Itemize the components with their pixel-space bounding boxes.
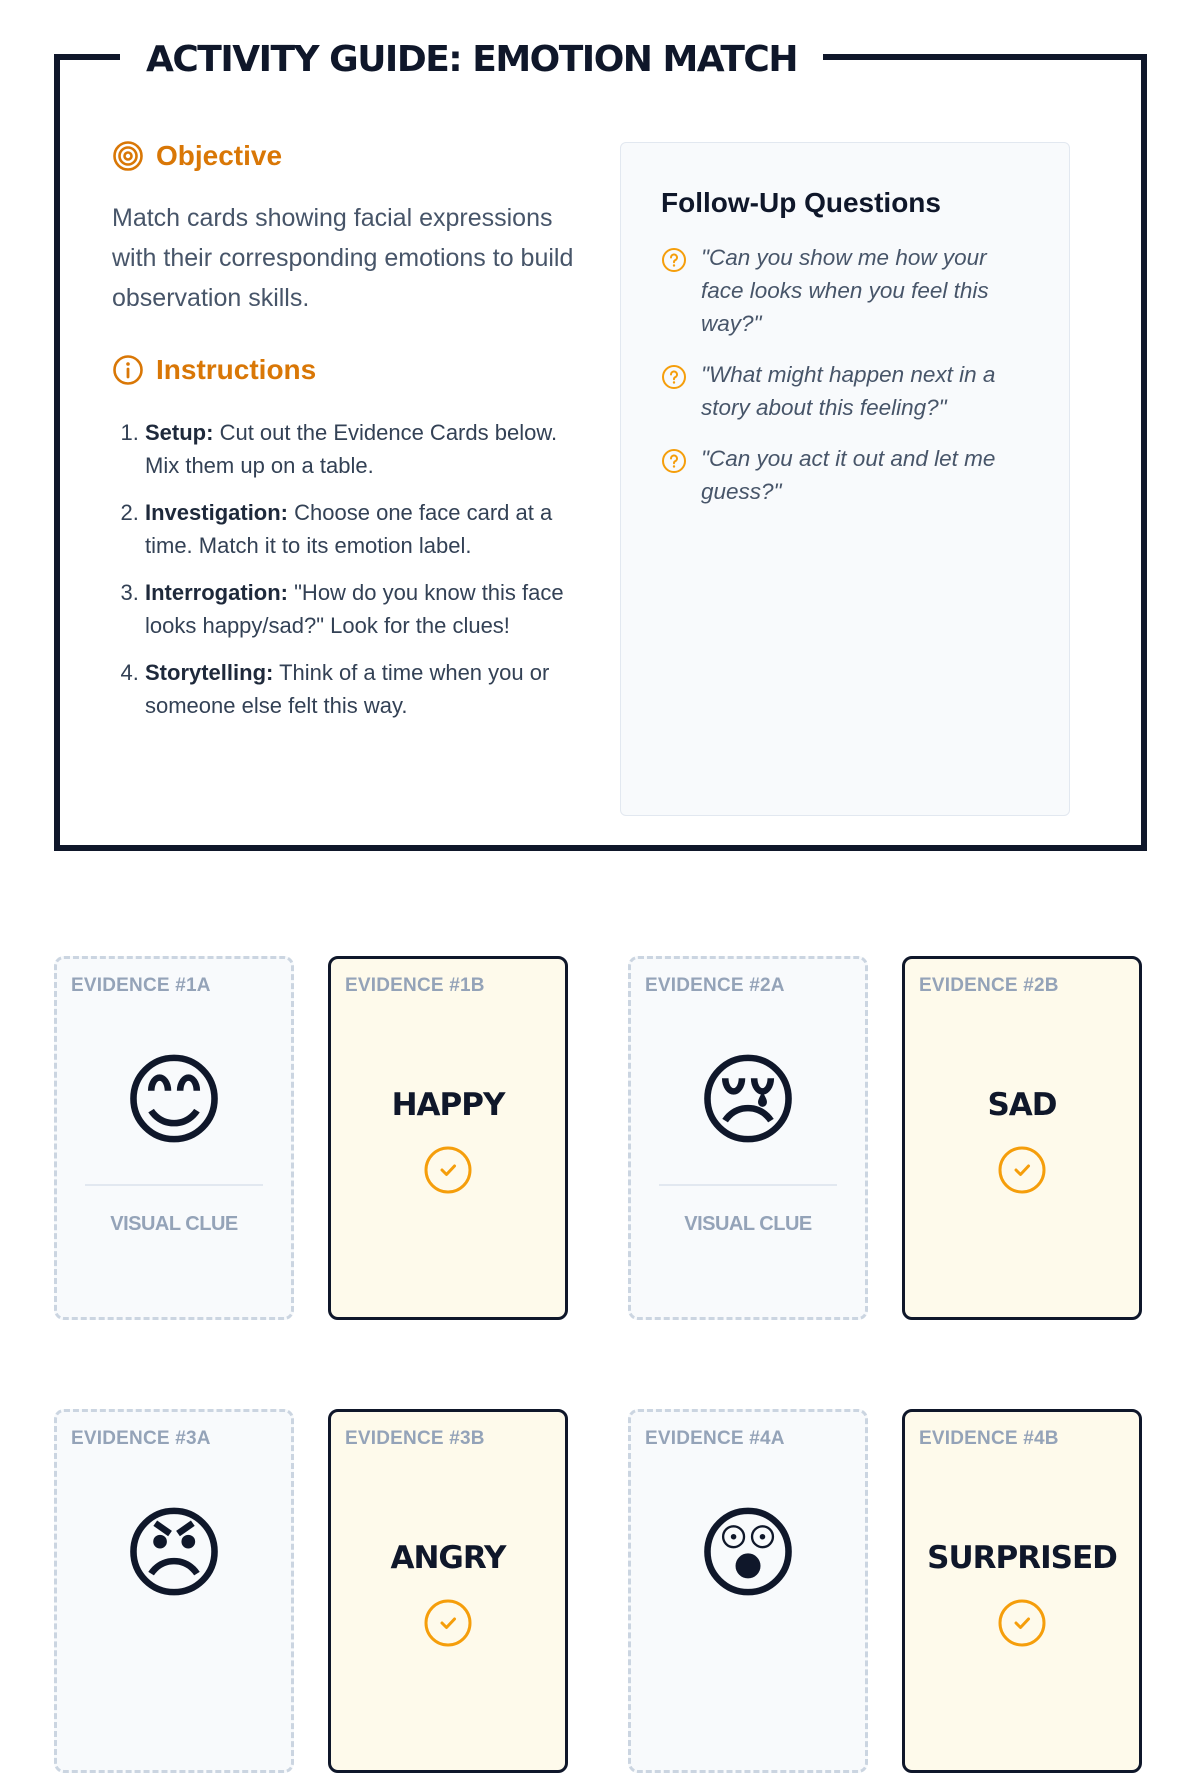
- instruction-step: 4. Storytelling: Think of a time when you or someone else felt this way.: [145, 656, 582, 722]
- card-divider: [85, 1184, 263, 1186]
- emotion-label: ANGRY: [390, 1540, 506, 1576]
- check-circle-icon: [423, 1145, 473, 1195]
- guide-left-column: [112, 140, 582, 736]
- instruction-steps: [112, 416, 582, 722]
- objective-heading-label: Objective: [156, 140, 283, 171]
- evidence-card-face[interactable]: [54, 1409, 294, 1773]
- evidence-card-label[interactable]: [902, 1409, 1142, 1773]
- angry-face-icon: 😠: [121, 1498, 227, 1610]
- evidence-card-label[interactable]: [328, 956, 568, 1320]
- follow-up-title: Follow-Up Questions: [661, 187, 941, 218]
- instruction-step: 2. Investigation: Choose one face card at a time. Match it to its emotion label.: [145, 496, 582, 562]
- info-icon: [112, 354, 144, 386]
- follow-up-question: "Can you act it out and let me guess?": [661, 442, 1033, 508]
- card-tag: EVIDENCE #3B: [345, 1428, 485, 1449]
- check-circle-icon: [997, 1598, 1047, 1648]
- card-tag: EVIDENCE #2B: [919, 975, 1059, 996]
- objective-text: Match cards showing facial expressions with their corresponding emotions to build observation skills.: [112, 204, 574, 312]
- sad-face-icon: 😢: [695, 1045, 801, 1157]
- card-tag: EVIDENCE #3A: [71, 1428, 211, 1449]
- emotion-label: SAD: [987, 1087, 1057, 1123]
- question-icon: [661, 364, 687, 390]
- instructions-heading: [112, 354, 582, 386]
- check-circle-icon: [423, 1598, 473, 1648]
- card-tag: EVIDENCE #2A: [645, 975, 785, 996]
- emotion-label: HAPPY: [391, 1087, 505, 1123]
- card-tag: EVIDENCE #1B: [345, 975, 485, 996]
- follow-up-question: "What might happen next in a story about this feeling?": [661, 358, 1033, 424]
- card-divider: [659, 1184, 837, 1186]
- emotion-label: SURPRISED: [927, 1540, 1117, 1576]
- objective-heading: [112, 140, 582, 172]
- surprised-face-icon: 😲: [695, 1498, 801, 1610]
- question-icon: [661, 448, 687, 474]
- card-clue: VISUAL CLUE: [684, 1213, 812, 1235]
- card-tag: EVIDENCE #1A: [71, 975, 211, 996]
- card-tag: EVIDENCE #4B: [919, 1428, 1059, 1449]
- instructions-heading-label: Instructions: [156, 354, 317, 385]
- question-icon: [661, 247, 687, 273]
- follow-up-panel: [620, 142, 1070, 816]
- happy-face-icon: 😊: [121, 1045, 227, 1157]
- evidence-card-label[interactable]: [328, 1409, 568, 1773]
- activity-guide-box: [54, 39, 1147, 851]
- card-clue: VISUAL CLUE: [110, 1213, 238, 1235]
- instruction-step: 1. Setup: Cut out the Evidence Cards below. Mix them up on a table.: [145, 416, 582, 482]
- follow-up-question: "Can you show me how your face looks when you feel this way?": [661, 241, 1033, 340]
- instruction-step: 3. Interrogation: "How do you know this face looks happy/sad?" Look for the clues!: [145, 576, 582, 642]
- card-tag: EVIDENCE #4A: [645, 1428, 785, 1449]
- evidence-card-face[interactable]: [628, 956, 868, 1320]
- target-icon: [112, 140, 144, 172]
- evidence-card-face[interactable]: [628, 1409, 868, 1773]
- evidence-card-label[interactable]: [902, 956, 1142, 1320]
- check-circle-icon: [997, 1145, 1047, 1195]
- page-title: ACTIVITY GUIDE: EMOTION MATCH: [120, 32, 823, 88]
- evidence-card-face[interactable]: [54, 956, 294, 1320]
